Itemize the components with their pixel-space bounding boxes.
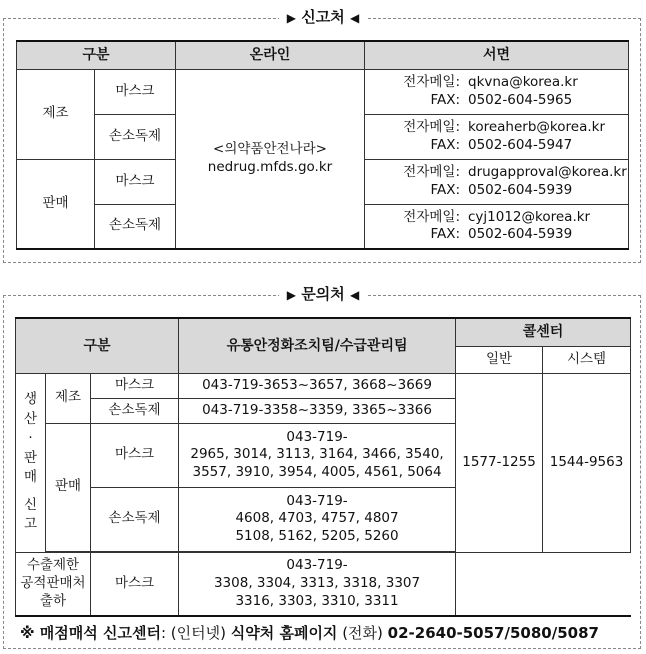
inquiry-title-text: 문의처 — [301, 285, 345, 303]
system-number: 1544-9563 — [543, 373, 631, 552]
written-cell — [365, 69, 629, 114]
footer-colon: : — [160, 624, 167, 642]
fax-value: 0502-604-5965 — [468, 91, 573, 108]
vertical-char: 신 — [23, 496, 38, 513]
footer-internet-label: (인터넷) — [170, 624, 226, 642]
sale-sanitizer-phone — [179, 487, 456, 551]
online-site-url[interactable]: nedrug.mfds.go.kr — [207, 158, 333, 175]
row-sale: 판매 — [17, 159, 95, 249]
phone-line: 3557, 3910, 3954, 4005, 4561, 5064 — [192, 463, 442, 480]
header-category: 구분 — [16, 318, 179, 373]
row-sanitizer: 손소독제 — [91, 487, 179, 551]
vertical-label — [16, 373, 46, 552]
vertical-char: 산 — [23, 410, 38, 427]
email-label: 전자메일: — [403, 73, 460, 90]
footer-phone: 02-2640-5057/5080/5087 — [387, 624, 599, 642]
header-system: 시스템 — [543, 346, 631, 373]
vertical-char: 매 — [23, 469, 38, 486]
header-callcenter: 콜센터 — [456, 318, 631, 346]
header-general: 일반 — [456, 346, 543, 373]
vertical-char: 고 — [23, 516, 38, 533]
row-mask: 마스크 — [95, 69, 176, 114]
written-cell — [365, 114, 629, 159]
phone-line: 043-719- — [286, 428, 348, 445]
vertical-char: · — [28, 430, 33, 447]
email-value[interactable]: koreaherb@korea.kr — [468, 118, 605, 135]
email-label: 전자메일: — [403, 208, 460, 225]
row-export — [16, 552, 91, 616]
phone-line: 3308, 3304, 3313, 3318, 3307 — [213, 574, 421, 591]
phone-line: 043-719- — [286, 557, 348, 574]
left-triangle-icon: ◀ — [349, 11, 360, 25]
export-mask-phone — [179, 552, 456, 616]
row-mask: 마스크 — [95, 159, 176, 204]
sale-mask-phone — [179, 423, 456, 487]
right-triangle-icon: ▶ — [286, 288, 297, 302]
phone-line: 5108, 5162, 5205, 5260 — [235, 527, 399, 544]
right-triangle-icon: ▶ — [286, 11, 297, 25]
fax-label: FAX: — [430, 136, 460, 153]
footer-note — [20, 622, 599, 643]
mfg-mask-phone: 043-719-3653~3657, 3668~3669 — [179, 373, 456, 398]
fax-label: FAX: — [430, 181, 460, 198]
row-sanitizer: 손소독제 — [91, 398, 179, 423]
email-label: 전자메일: — [403, 163, 460, 180]
vertical-char: 판 — [23, 449, 38, 466]
email-value[interactable]: cyj1012@korea.kr — [468, 208, 591, 225]
phone-line: 4608, 4703, 4757, 4807 — [235, 510, 399, 527]
phone-line: 3316, 3303, 3310, 3311 — [235, 592, 399, 609]
row-mask: 마스크 — [91, 552, 179, 616]
footer-prefix: ※ 매점매석 신고센터 — [20, 624, 161, 642]
phone-line: 043-719- — [286, 492, 348, 509]
row-sale: 판매 — [46, 423, 91, 551]
footer-site: 식약처 홈페이지 — [230, 624, 338, 642]
row-mask: 마스크 — [91, 373, 179, 398]
row-sanitizer: 손소독제 — [95, 114, 176, 159]
row-manufacture: 제조 — [46, 373, 91, 423]
export-label-line: 출하 — [39, 592, 67, 609]
email-value[interactable]: qkvna@korea.kr — [468, 73, 578, 90]
report-section-title — [0, 6, 646, 27]
online-cell — [176, 69, 365, 249]
row-sanitizer: 손소독제 — [95, 204, 176, 249]
vertical-char: 생 — [23, 391, 38, 408]
fax-value: 0502-604-5939 — [468, 226, 573, 243]
header-online: 온라인 — [176, 41, 365, 69]
mfg-sanitizer-phone: 043-719-3358~3359, 3365~3366 — [179, 398, 456, 423]
row-manufacture: 제조 — [17, 69, 95, 159]
written-cell — [365, 159, 629, 204]
vertical-spacer — [16, 488, 45, 496]
left-triangle-icon: ◀ — [349, 288, 360, 302]
fax-label: FAX: — [430, 226, 460, 243]
phone-line: 2965, 3014, 3113, 3164, 3466, 3540, — [190, 446, 444, 463]
header-team: 유통안정화조치팀/수급관리팀 — [179, 318, 456, 373]
export-label-line: 수출제한 — [26, 557, 80, 574]
inquiry-section-title — [0, 283, 646, 304]
general-number: 1577-1255 — [456, 373, 543, 552]
row-mask: 마스크 — [91, 423, 179, 487]
report-table — [16, 40, 629, 250]
online-site-name: <의약품안전나라> — [213, 141, 327, 158]
fax-value: 0502-604-5947 — [468, 136, 573, 153]
header-written: 서면 — [365, 41, 629, 69]
header-category: 구분 — [17, 41, 176, 69]
fax-value: 0502-604-5939 — [468, 181, 573, 198]
footer-phone-label: (전화) — [342, 624, 383, 642]
email-value[interactable]: drugapproval@korea.kr — [468, 163, 627, 180]
fax-label: FAX: — [430, 91, 460, 108]
report-title-text: 신고처 — [301, 8, 345, 26]
email-label: 전자메일: — [403, 118, 460, 135]
inquiry-table — [15, 317, 631, 617]
written-cell — [365, 204, 629, 249]
export-label-line: 공적판매처 — [20, 574, 86, 591]
